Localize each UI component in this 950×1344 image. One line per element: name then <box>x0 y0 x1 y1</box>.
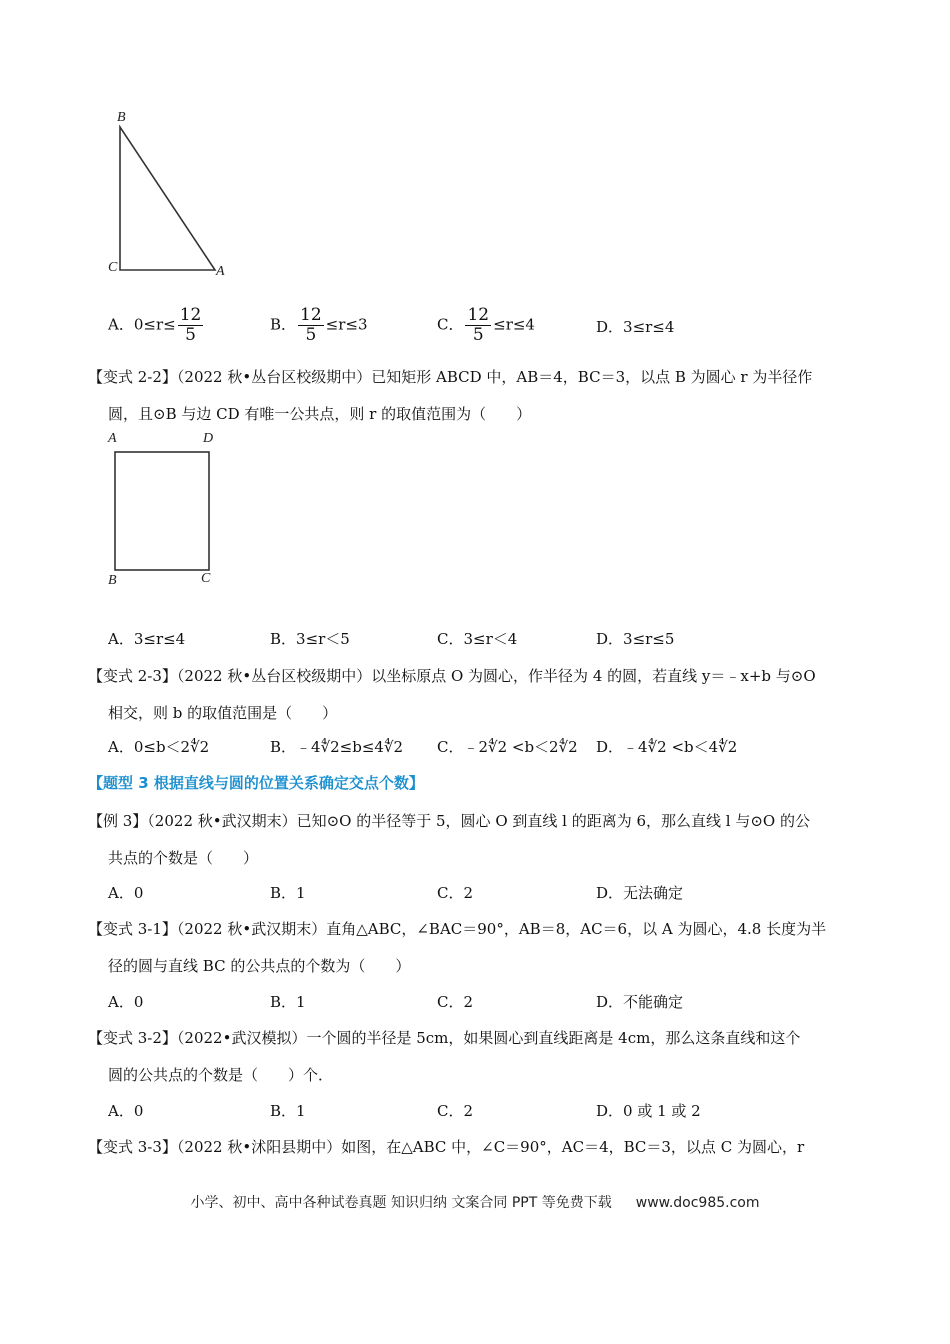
q32-option-d: D．0 或 1 或 2 <box>596 1102 701 1120</box>
ex3-option-d: D．无法确定 <box>596 884 684 902</box>
q32-option-c: C．2 <box>437 1102 474 1120</box>
q21-option-b: B． $\frac{12}{5}$ ≤r≤3 <box>270 305 368 345</box>
footer-url[interactable]: www.doc985.com <box>635 1195 760 1211</box>
triangle-label-a: A <box>216 264 225 279</box>
rect-label-c: C <box>201 571 211 586</box>
q22-option-b: B．3≤r＜5 <box>270 630 350 648</box>
ex3-option-b: B．1 <box>270 884 306 902</box>
q23-option-a: A．0≤b＜2∜2 <box>108 738 210 756</box>
q33-stem-line1: 【变式 3-3】（2022 秋•沭阳县期中）如图，在△ABC 中，∠C＝90°，AC＝4，BC＝3，以点 C 为圆心，r <box>88 1138 805 1156</box>
triangle-shape <box>120 127 215 270</box>
q32-option-b: B．1 <box>270 1102 306 1120</box>
q32-stem-line2: 圆的公共点的个数是（ ）个． <box>108 1066 334 1084</box>
footer-text: 小学、初中、高中各种试卷真题 知识归纳 文案合同 PPT 等免费下载 <box>190 1195 612 1211</box>
q31-option-c: C．2 <box>437 993 474 1011</box>
q21-option-a: A．0≤r≤ $\frac{12}{5}$ <box>108 305 202 345</box>
ex3-option-a: A．0 <box>108 884 144 902</box>
triangle-diagram <box>100 105 240 285</box>
q23-stem-line1: 【变式 2-3】（2022 秋•丛台区校级期中）以坐标原点 O 为圆心，作半径为 4 的圆，若直线 y＝﹣x+b 与⊙O <box>88 667 816 685</box>
q31-option-a: A．0 <box>108 993 144 1011</box>
ex3-option-c: C．2 <box>437 884 474 902</box>
q21-option-d: D．3≤r≤4 <box>596 318 675 336</box>
ex3-stem-line2: 共点的个数是（ ） <box>108 849 259 867</box>
rect-label-b: B <box>108 573 117 588</box>
q31-option-d: D．不能确定 <box>596 993 684 1011</box>
q22-stem-line1: 【变式 2-2】（2022 秋•丛台区校级期中）已知矩形 ABCD 中，AB＝4，BC＝3，以点 B 为圆心 r 为半径作 <box>88 368 813 386</box>
q32-option-a: A．0 <box>108 1102 144 1120</box>
q23-option-b: B．﹣4∜2≤b≤4∜2 <box>270 738 404 756</box>
q22-option-a: A．3≤r≤4 <box>108 630 186 648</box>
q22-option-d: D．3≤r≤5 <box>596 630 675 648</box>
triangle-label-c: C <box>108 260 118 275</box>
q32-stem-line1: 【变式 3-2】（2022•武汉模拟）一个圆的半径是 5cm，如果圆心到直线距离是 4cm，那么这条直线和这个 <box>88 1029 801 1047</box>
q23-option-d: D．﹣4∜2 <b＜4∜2 <box>596 738 738 756</box>
q22-stem-line2: 圆，且⊙B 与边 CD 有唯一公共点，则 r 的取值范围为（ ） <box>108 405 532 423</box>
rect-label-d: D <box>203 431 214 446</box>
q31-stem-line1: 【变式 3-1】（2022 秋•武汉期末）直角△ABC，∠BAC＝90°，AB＝8，AC＝6，以 A 为圆心，4.8 长度为半 <box>88 920 827 938</box>
section-3-title: 【题型 3 根据直线与圆的位置关系确定交点个数】 <box>88 774 424 792</box>
q31-stem-line2: 径的圆与直线 BC 的公共点的个数为（ ） <box>108 957 411 975</box>
triangle-label-b: B <box>117 110 126 125</box>
ex3-stem-line1: 【例 3】（2022 秋•武汉期末）已知⊙O 的半径等于 5，圆心 O 到直线 l 的距离为 6，那么直线 l 与⊙O 的公 <box>88 812 810 830</box>
rectangle-shape <box>115 452 209 570</box>
rectangle-diagram <box>100 430 230 595</box>
q23-stem-line2: 相交，则 b 的取值范围是（ ） <box>108 704 338 722</box>
page-footer <box>0 1192 950 1212</box>
q23-option-c: C．﹣2∜2 <b＜2∜2 <box>437 738 578 756</box>
q31-option-b: B．1 <box>270 993 306 1011</box>
q21-option-c: C． $\frac{12}{5}$ ≤r≤4 <box>437 305 535 345</box>
q22-option-c: C．3≤r＜4 <box>437 630 518 648</box>
rect-label-a: A <box>108 431 117 446</box>
